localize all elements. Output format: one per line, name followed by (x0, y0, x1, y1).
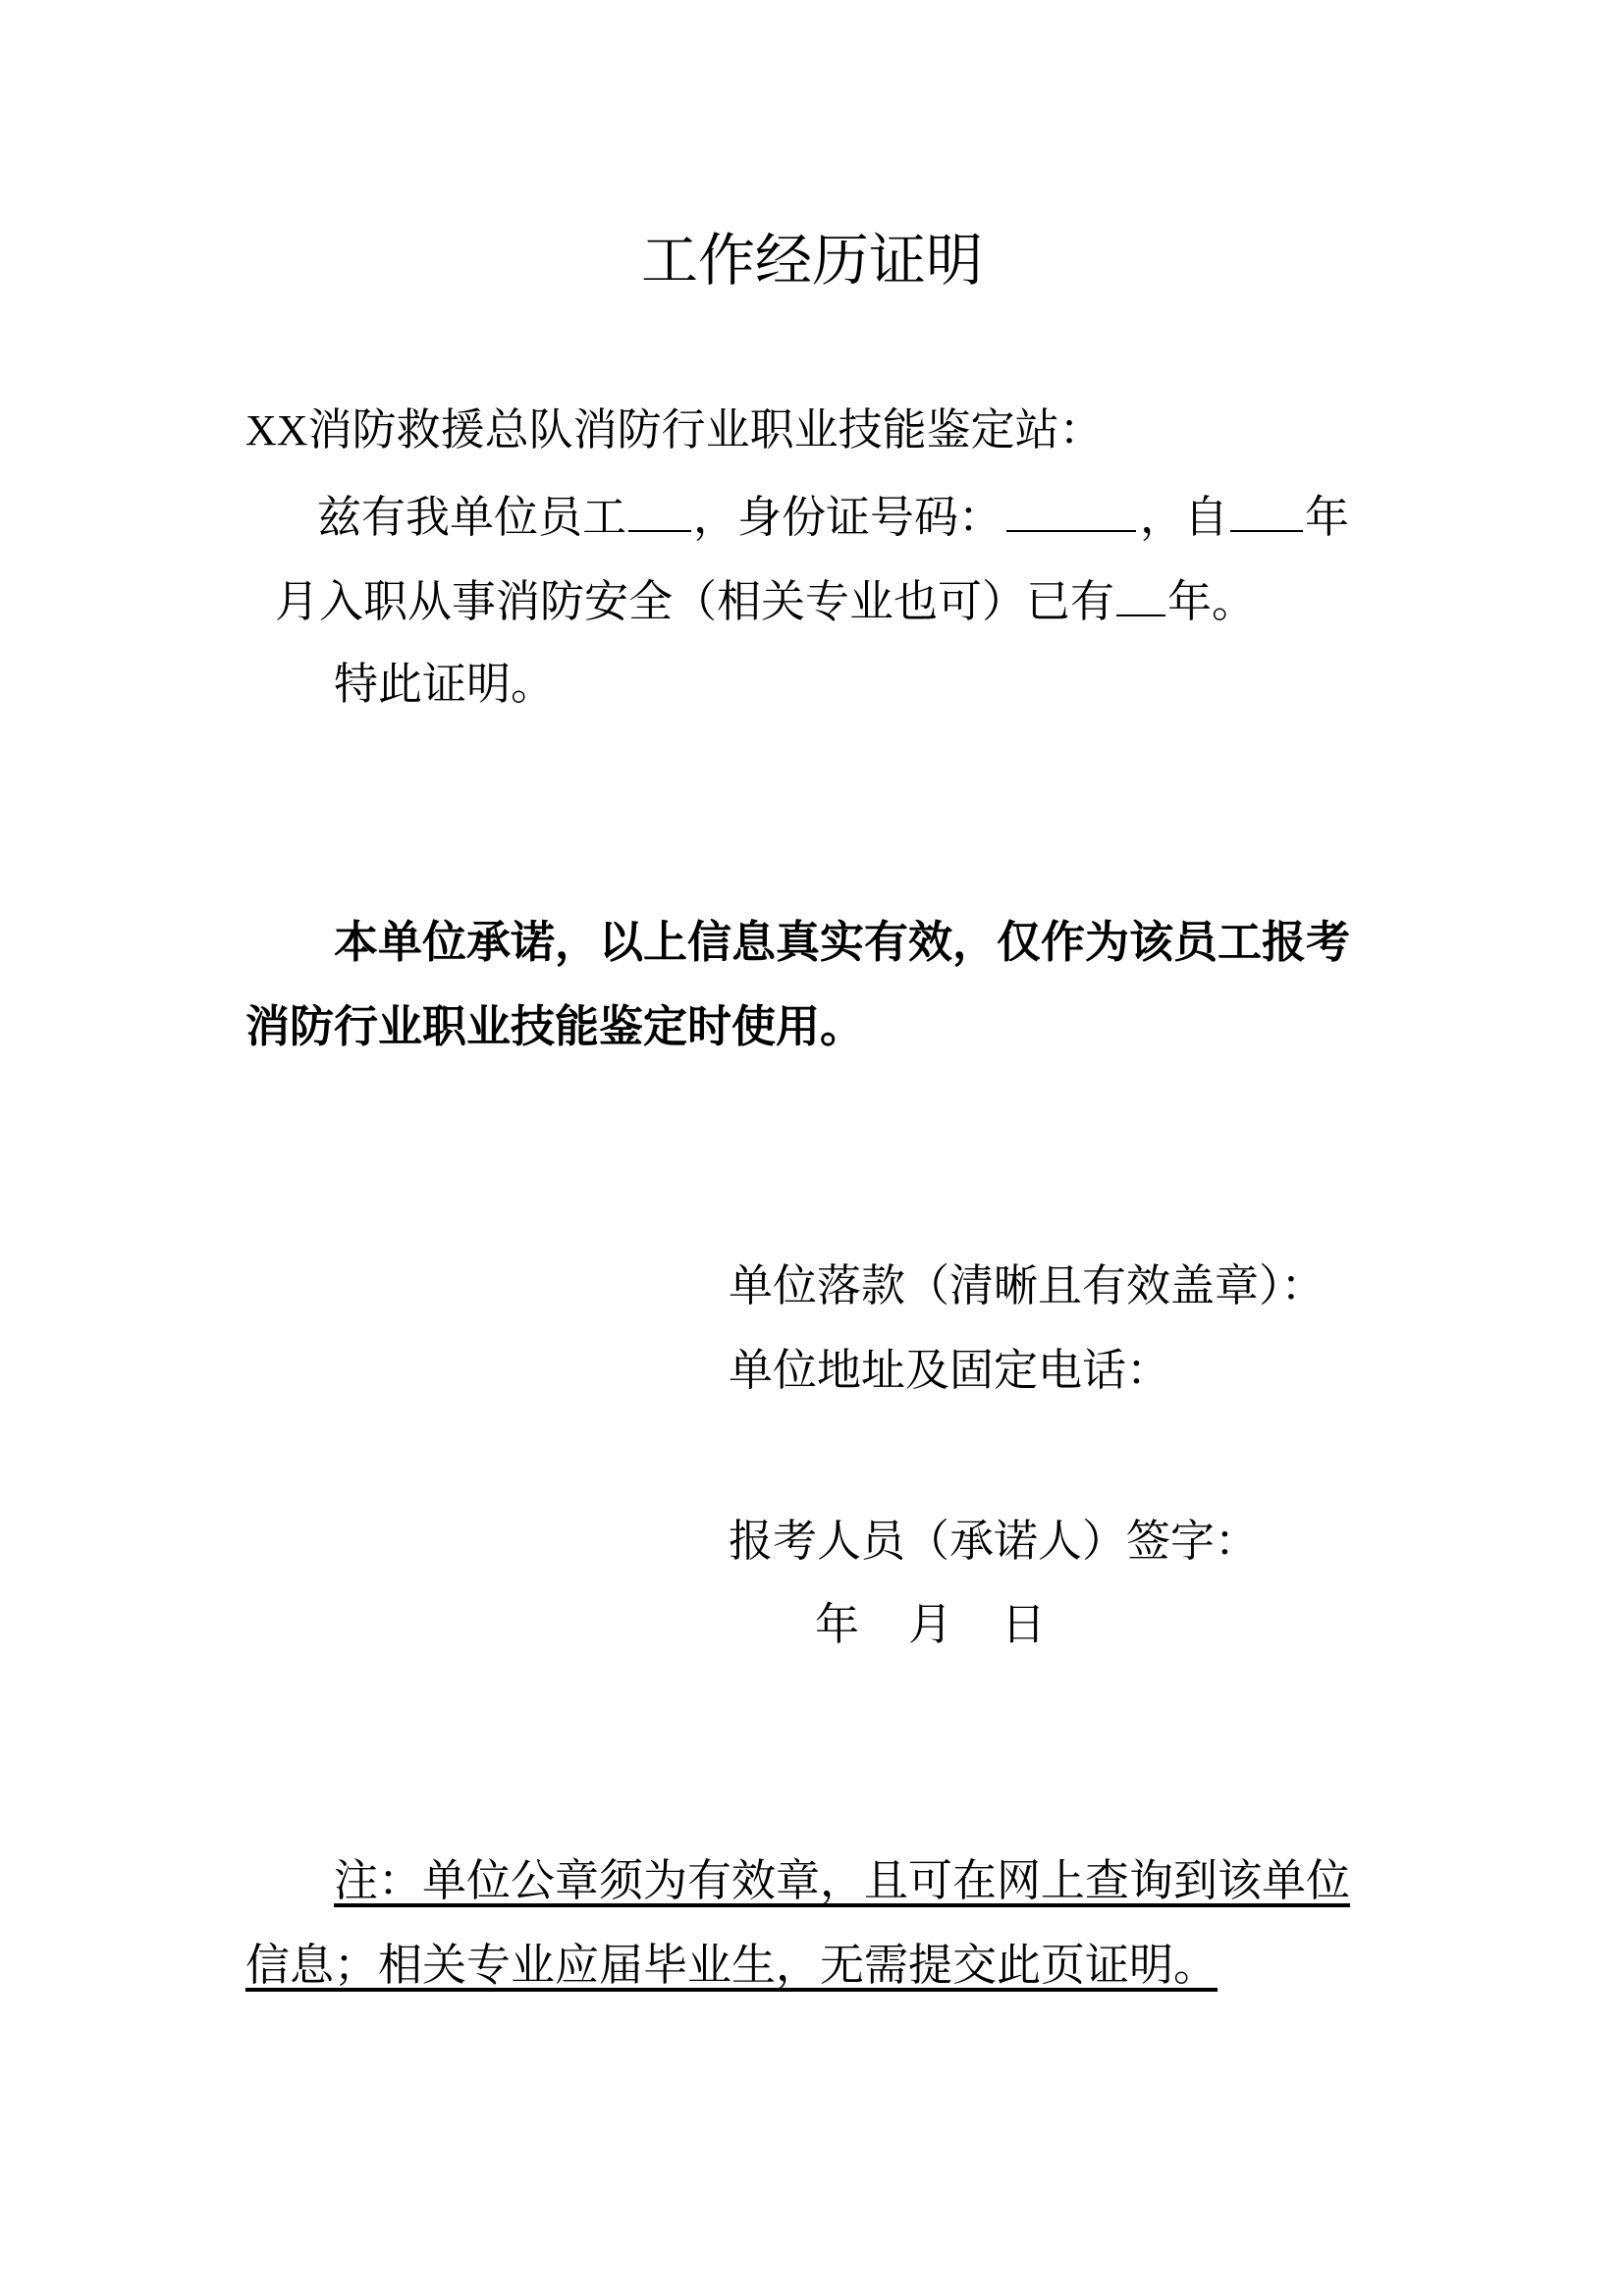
start-year-blank (1230, 487, 1303, 532)
note-line-2: 信息；相关专业应届毕业生，无需提交此页证明。 (245, 1939, 1218, 1991)
employee-name-blank (628, 487, 691, 532)
recipient-line (245, 400, 1104, 460)
note-line-1: 注：单位公章须为有效章，且可在网上查询到该单位 (334, 1854, 1351, 1906)
date-line (815, 1595, 1046, 1654)
date-day: 日 (1001, 1598, 1047, 1650)
promise-line-2: 消防行业职业技能鉴定时使用。 (245, 1000, 865, 1052)
page-title: 工作经历证明 (640, 227, 983, 294)
date-year: 年 (815, 1598, 860, 1650)
body-text-years: 年。 (1167, 575, 1257, 627)
body-line-1 (317, 487, 1349, 547)
id-number-blank (1006, 487, 1136, 532)
body-text-year: 年 (1305, 491, 1350, 543)
body-line-2 (275, 571, 1256, 631)
unit-address-label: 单位地址及固定电话： (729, 1344, 1171, 1396)
years-blank (1116, 571, 1165, 616)
body-text-employee: 兹有我单位员工 (317, 491, 627, 543)
applicant-sign-label: 报考人员（承诺人）签字： (729, 1515, 1260, 1567)
promise-line-1: 本单位承诺，以上信息真实有效，仅作为该员工报考 (334, 916, 1351, 968)
body-text-id: ，身份证号码： (693, 491, 1003, 543)
unit-sign-label: 单位落款（清晰且有效盖章）： (729, 1259, 1326, 1311)
date-month: 月 (908, 1598, 953, 1650)
body-text-employment: 月入职从事消防安全（相关专业也可）已有 (275, 575, 1115, 627)
recipient-prefix: XX (245, 406, 308, 454)
certify-line: 特此证明。 (334, 658, 556, 710)
body-text-from: ，自 (1140, 491, 1229, 543)
recipient-name: 消防救援总队消防行业职业技能鉴定站： (307, 403, 1104, 455)
